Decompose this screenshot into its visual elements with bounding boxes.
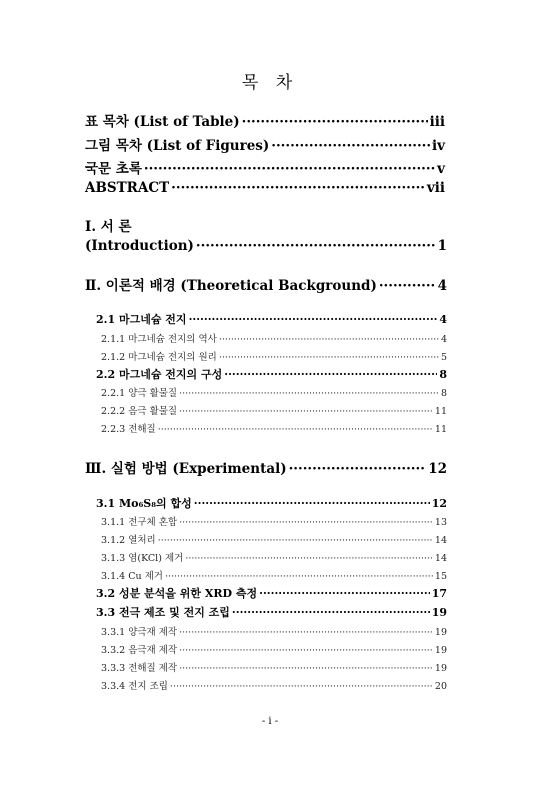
toc-entry-chapter-3[interactable]: [85, 457, 447, 477]
leader-dots: [179, 517, 433, 528]
chapter-1-heading: Ⅰ. 서 론: [85, 219, 132, 235]
toc-entry-3-2[interactable]: [96, 585, 447, 601]
toc-entry-page: 15: [434, 571, 447, 582]
leader-dots: [194, 497, 430, 510]
toc-entry-page: 19: [434, 627, 447, 638]
toc-entry-2-1[interactable]: [96, 311, 447, 327]
leader-dots: [158, 424, 433, 435]
toc-entry-3-1-1[interactable]: [101, 514, 447, 528]
toc-entry-label: 3.3 전극 제조 및 전지 조립: [96, 606, 230, 619]
toc-entry-page: 11: [434, 424, 447, 435]
toc-entry-2-2-2[interactable]: [101, 403, 447, 417]
toc-entry-abstract[interactable]: [85, 180, 445, 196]
toc-entry-2-2[interactable]: [96, 366, 447, 382]
toc-entry-label: 3.1.4 Cu 제거: [101, 571, 163, 582]
toc-entry-korean-abstract[interactable]: [85, 157, 445, 177]
toc-entry-2-1-1[interactable]: [101, 331, 447, 345]
toc-entry-page: 19: [434, 645, 447, 656]
leader-dots: [219, 352, 439, 363]
leader-dots: [179, 645, 433, 656]
toc-entry-label: Ⅲ. 실험 방법 (Experimental): [85, 461, 287, 477]
toc-entry-label: 표 목차 (List of Table): [85, 114, 240, 130]
toc-entry-page: 4: [439, 313, 447, 326]
toc-entry-2-2-1[interactable]: [101, 385, 447, 399]
toc-entry-label: ABSTRACT: [85, 180, 170, 196]
toc-entry-label: 3.1.3 염(KCl) 제거: [101, 553, 184, 564]
page-title: 목 차: [241, 73, 299, 93]
toc-entry-page: 8: [439, 368, 447, 381]
toc-entry-3-1-3[interactable]: [101, 550, 447, 564]
toc-entry-page: ⅳ: [432, 138, 445, 154]
toc-entry-label: 3.3.1 양극재 제작: [101, 627, 178, 638]
toc-entry-page: 1: [437, 238, 447, 254]
leader-dots: [242, 114, 428, 130]
toc-entry-2-2-3[interactable]: [101, 421, 447, 435]
toc-entry-page: 4: [440, 334, 447, 345]
leader-dots: [165, 571, 433, 582]
toc-entry-label: 3.1 Mo₆S₈의 합성: [96, 497, 192, 510]
toc-entry-page: 12: [428, 461, 447, 477]
toc-entry-label: 2.2 마그네슘 전지의 구성: [96, 368, 223, 381]
leader-dots: [170, 681, 433, 692]
toc-entry-label: 3.3.2 음극재 제작: [101, 645, 178, 656]
toc-entry-3-3-4[interactable]: [101, 678, 447, 692]
toc-entry-introduction[interactable]: [85, 238, 447, 254]
toc-entry-page: 19: [431, 606, 447, 619]
leader-dots: [185, 553, 433, 564]
toc-entry-page: 17: [431, 587, 447, 600]
leader-dots: [189, 313, 438, 326]
toc-entry-page: 14: [434, 553, 447, 564]
toc-entry-page: ⅶ: [426, 180, 445, 196]
leader-dots: [379, 278, 436, 294]
leader-dots: [179, 406, 433, 417]
toc-entry-page: 4: [437, 278, 447, 294]
toc-entry-label: 3.1.1 전구체 혼합: [101, 517, 178, 528]
toc-entry-page: 12: [431, 497, 447, 510]
toc-entry-page: 8: [440, 388, 447, 399]
toc-entry-label: 3.2 성분 분석을 위한 XRD 측정: [96, 587, 258, 600]
toc-entry-label: 2.1.2 마그네슘 전지의 원리: [101, 352, 217, 363]
leader-dots: [158, 535, 433, 546]
toc-entry-page: 5: [440, 352, 447, 363]
toc-entry-3-3[interactable]: [96, 604, 447, 620]
toc-entry-label: 3.3.4 전지 조립: [101, 681, 168, 692]
toc-entry-label: 2.2.3 전해질: [101, 424, 156, 435]
toc-entry-list-of-tables[interactable]: [85, 110, 445, 130]
leader-dots: [179, 627, 433, 638]
leader-dots: [232, 606, 430, 619]
toc-entry-label: 2.2.1 양극 활물질: [101, 388, 178, 399]
toc-entry-page: ⅲ: [429, 114, 445, 130]
leader-dots: [196, 238, 436, 254]
toc-entry-label: 국문 초록: [85, 161, 142, 177]
leader-dots: [271, 138, 430, 154]
leader-dots: [259, 587, 430, 600]
toc-entry-label: 3.1.2 열처리: [101, 535, 156, 546]
leader-dots: [224, 368, 437, 381]
toc-entry-3-1-4[interactable]: [101, 568, 447, 582]
toc-entry-label: Ⅱ. 이론적 배경 (Theoretical Background): [85, 278, 377, 294]
toc-entry-list-of-figures[interactable]: [85, 134, 445, 154]
toc-entry-page: ⅴ: [437, 161, 445, 177]
toc-entry-page: 19: [434, 663, 447, 674]
leader-dots: [179, 663, 433, 674]
toc-entry-label: 3.3.3 전해질 제작: [101, 663, 178, 674]
leader-dots: [219, 334, 439, 345]
toc-entry-label: 그림 목차 (List of Figures): [85, 138, 270, 154]
toc-entry-page: 20: [434, 681, 447, 692]
toc-entry-2-1-2[interactable]: [101, 349, 447, 363]
toc-entry-3-3-3[interactable]: [101, 660, 447, 674]
toc-entry-label: 2.2.2 음극 활물질: [101, 406, 178, 417]
toc-entry-page: 13: [434, 517, 447, 528]
toc-entry-page: 11: [434, 406, 447, 417]
toc-entry-3-3-1[interactable]: [101, 624, 447, 638]
toc-entry-label: 2.1.1 마그네슘 전지의 역사: [101, 334, 217, 345]
toc-entry-label: 2.1 마그네슘 전지: [96, 313, 187, 326]
leader-dots: [289, 461, 427, 477]
leader-dots: [144, 161, 435, 177]
page-number-footer: - i -: [261, 716, 279, 727]
toc-entry-3-3-2[interactable]: [101, 642, 447, 656]
toc-entry-3-1[interactable]: [96, 495, 447, 511]
toc-entry-label: (Introduction): [85, 238, 194, 254]
toc-entry-chapter-2[interactable]: [85, 274, 447, 294]
leader-dots: [179, 388, 439, 399]
toc-entry-page: 14: [434, 535, 447, 546]
toc-entry-3-1-2[interactable]: [101, 532, 447, 546]
leader-dots: [171, 180, 425, 196]
